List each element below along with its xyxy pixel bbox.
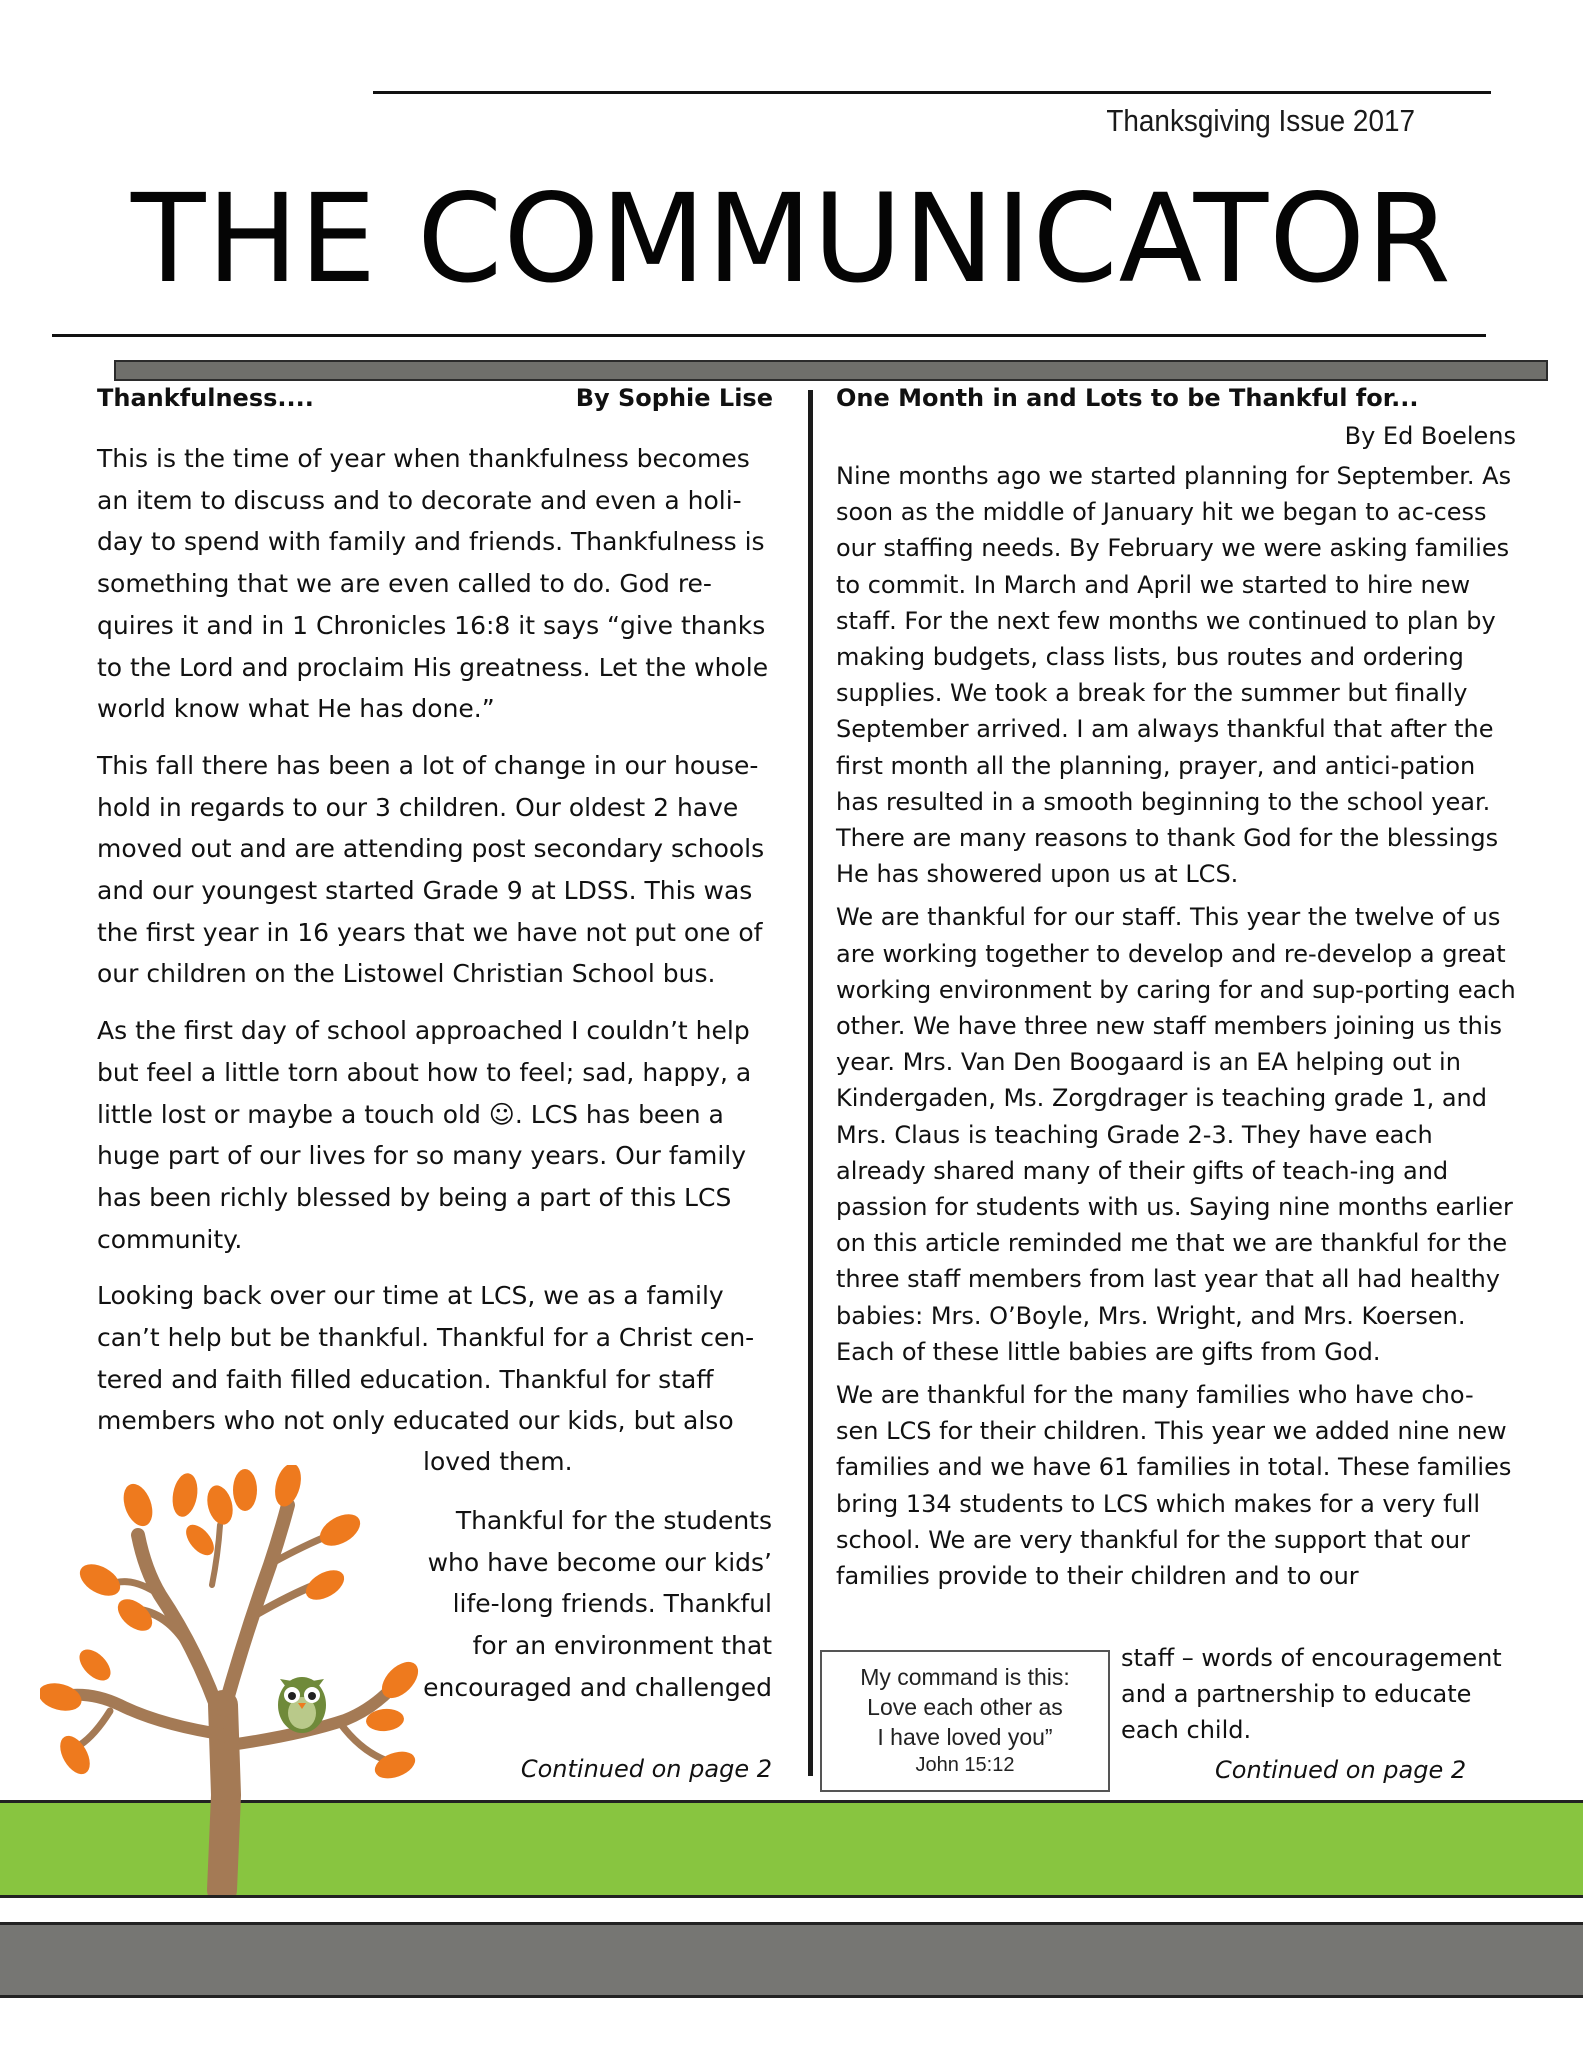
left-paragraph: This fall there has been a lot of change in our house-hold in regards to our 3 children. Our oldest 2 have moved out and are attending post secondary schools and our youngest started Grade 9 at LDSS. This was the first year in 16 years that we have not put one of our children on the Listowel Christian School bus. [97, 750, 765, 989]
left-paragraph: Looking back over our time at LCS, we as a family can’t help but be thankful. Thankful for a Christ cen-tered and faith filled education. Thankful for staff members who not only educated our kids, but also [97, 1281, 755, 1436]
column-divider [808, 390, 813, 1776]
loved-them-line: loved them. [423, 1447, 573, 1476]
left-article-headline: Thankfulness.... [97, 384, 314, 412]
tree-side-text [380, 1500, 772, 1709]
issue-label: Thanksgiving Issue 2017 [1106, 103, 1415, 138]
right-tail-line: and a partnership to educate [1121, 1680, 1472, 1709]
newsletter-title: THE COMMUNICATOR [131, 168, 1452, 310]
left-paragraph: This is the time of year when thankfulness becomes an item to discuss and to decorate and even a holi-day to spend with family and friends. Thankfulness is something that we are even called to do. God re-quires it and in 1 Chronicles 16:8 it says “give thanks to the Lord and proclaim His greatness. Let the whole world know what He has done.” [97, 444, 769, 724]
right-continued-link[interactable]: Continued on page 2 [1215, 1756, 1467, 1784]
right-article-byline: By Ed Boelens [1344, 422, 1516, 450]
quote-line: My command is this: [860, 1664, 1070, 1690]
tree-side-line: Thankful for the students [455, 1506, 772, 1535]
left-article-body [97, 438, 773, 1442]
autumn-tree-illustration [40, 1465, 430, 1895]
tree-side-line: encouraged and challenged [423, 1672, 772, 1702]
right-paragraph: Nine months ago we started planning for September. As soon as the middle of January hit we began to ac-cess our staffing needs. By February we were asking families to commit. In March and April we started to hire new staff. For the next few months we continued to plan by making budgets, class lists, bus routes and ordering supplies. We took a break for the summer but finally September arrived. I am always thankful that after the first month all the planning, prayer, and antici-pation has resulted in a smooth beginning to the school year. There are many reasons to thank God for the blessings He has showered upon us at LCS. [836, 462, 1512, 889]
right-article-body [836, 458, 1516, 1594]
footer-grey-band [0, 1922, 1583, 1998]
quote-line: Love each other as [867, 1694, 1063, 1720]
right-paragraph: We are thankful for the many families who have cho-sen LCS for their children. This year we added nine new families and we have 61 families in total. These families bring 134 students to LCS which makes for a very full school. We are very thankful for the support that our families provide to their children and to our [836, 1381, 1512, 1591]
left-continued-link[interactable]: Continued on page 2 [520, 1755, 772, 1783]
quote-line: I have loved you” [877, 1724, 1053, 1750]
left-article [97, 378, 773, 1442]
scripture-quote-box [820, 1650, 1110, 1792]
left-article-byline: By Sophie Lise [575, 384, 773, 412]
tree-trunk-and-branches [70, 1505, 390, 1890]
right-article [836, 378, 1516, 1594]
right-tail-text [1121, 1640, 1521, 1749]
right-tail-line: each child. [1121, 1716, 1252, 1745]
right-article-headline: One Month in and Lots to be Thankful for... [836, 384, 1419, 412]
left-paragraph: As the first day of school approached I couldn’t help but feel a little torn about how to feel; sad, happy, a little lost or maybe a touch old ☺. LCS has been a huge part of our lives for so many years. Our family has been richly blessed by being a part of this LCS community. [97, 1016, 752, 1254]
owl-icon [278, 1677, 326, 1733]
top-rule [373, 91, 1491, 94]
right-paragraph: We are thankful for our staff. This year the twelve of us are working together to develop and re-develop a great working environment by caring for and sup-porting each other. We have three new staff members joining us this year. Mrs. Van Den Boogaard is an EA helping out in Kindergaden, Ms. Zorgdrager is teaching grade 1, and Mrs. Claus is teaching Grade 2-3. They have each already shared many of their gifts of teach-ing and passion for students with us. Saying nine months earlier on this article reminded me that we are thankful for the three staff members from last year that all had healthy babies: Mrs. O’Boyle, Mrs. Wright, and Mrs. Koersen. Each of these little babies are gifts from God. [836, 903, 1516, 1366]
masthead-rule [52, 334, 1486, 337]
tree-side-line: life-long friends. Thankful [452, 1589, 772, 1619]
left-article-header [97, 378, 773, 418]
tree-side-line: who have become our kids’ [427, 1547, 772, 1577]
quote-reference: John 15:12 [915, 1754, 1015, 1776]
right-tail-line: staff – words of encouragement [1121, 1644, 1502, 1672]
tree-side-line: for an environment that [472, 1631, 772, 1661]
